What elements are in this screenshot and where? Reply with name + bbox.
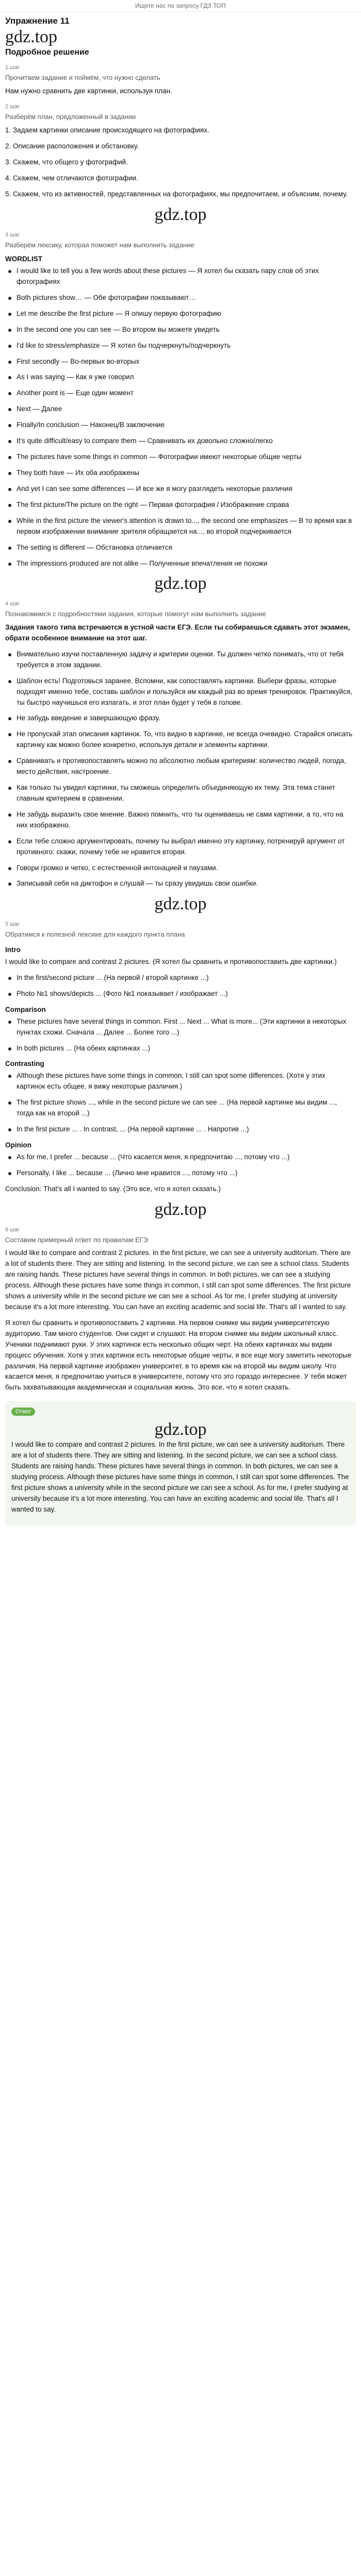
phrase-item: In the first/second picture ... (На первой / второй картинке ...) xyxy=(5,973,356,984)
phrase-item: Personally, I like ... because ... (Лично мне нравится ..., потому что ...) xyxy=(5,1168,356,1179)
tip-item: Как только ты увидел картинки, ты сможешь определить объединяющую их тему. Эта тема станет главным критерием в сравнении. xyxy=(5,783,356,804)
describe-list xyxy=(5,973,356,999)
phrase-item: The first picture shows ..., while in the second picture we can see ... (На первой картинке мы видим ..., тогда как на второй ...) xyxy=(5,1097,356,1119)
tip-item: Если тебе сложно аргументировать, почему ты выбрал именно эту картинку, потренируй аргумент от противного: скажи, почему тебе не нравится вторая. xyxy=(5,836,356,858)
tip-item: Шаблон есть! Подготовься заранее. Вспомни, как сопоставлять картинки. Выбери фразы, которые подходят именно тебе, составь шаблон и пользуйся им каждый раз во время тренировок. Практикуйся, ты быстро научишься его излагать, и этот план будет у тебя в голове. xyxy=(5,676,356,708)
conclusion-text: Conclusion: That's all I wanted to say. (Это все, что я хотел сказать.) xyxy=(5,1184,221,1193)
answer-block xyxy=(5,1401,356,1525)
wordlist-item: They both have — Их оба изображены xyxy=(5,468,356,479)
intro-title: Intro xyxy=(5,945,21,954)
tip-item: Говори громко и четко, с естественной интонацией и паузами. xyxy=(5,863,356,874)
step-intro: Обратимся к полезной лексике для каждого пункта плана xyxy=(5,930,185,939)
tip-item: Внимательно изучи поставленную задачу и критерии оценки. Ты должен четко понимать, что от тебя требуется в этом задании. xyxy=(5,649,356,671)
wordlist-item: Both pictures show… — Обе фотографии показывают… xyxy=(5,293,356,303)
plan-item: 5. Скажем, что из активностей, представленных на фотографиях, мы предпочитаем, и объясним, почему. xyxy=(5,190,348,198)
wordlist-item: Let me describe the first picture — Я опишу первую фотографию xyxy=(5,309,356,319)
phrase-item: In the first picture ... . In contrast, ... (На первой картинке ... . Напротив ...) xyxy=(5,1124,356,1135)
plan-item: 1. Задаем картинки описание происходящего на фотографиях. xyxy=(5,126,209,134)
step-intro: Разберём лексику, которая поможет нам выполнить задание xyxy=(5,241,194,249)
step-intro: Прочитаем задание и поймём, что нужно сделать xyxy=(5,74,160,81)
answer-text: I would like to compare and contrast 2 pictures. In the first picture, we can see a university auditorium. There are a lot of students there. They are sitting and listening. In the second picture, we can see a school class. Students are raising hands. These pictures have several things in common. In both pictures, we can see a studying process. Although these pictures have some things in common, I still can spot some differences. The first picture shows a university while in the second picture we can see a school. As for me, I prefer studying at university because it's a lot more interesting. You can have an exciting academic and social life. That's all I wanted to say. xyxy=(11,1440,349,1513)
opinion-list xyxy=(5,1152,356,1179)
plan-item: 3. Скажем, что общего у фотографий. xyxy=(5,158,128,166)
wordlist-item: In the second one you can see — Во втором вы можете увидеть xyxy=(5,325,356,335)
tip-item: Записывай себя на диктофон и слушай — ты сразу увидишь свои ошибки. xyxy=(5,878,356,889)
sample-answer-en: I would like to compare and contrast 2 pictures. In the first picture, we can see a university auditorium. There are a lot of students there. They are sitting and listening. In the second picture, we can see a school class. Students are raising hands. These pictures have several things in common. In both pictures, we can see a studying process. Although these pictures have some things in common, I still can spot some differences. The first picture shows a university while in the second picture we can see a school. As for me, I prefer studying at university because it's a lot more interesting. You can have an exciting academic and social life. That's all I wanted to say. xyxy=(5,1249,351,1311)
wordlist-item: The setting is different — Обстановка отличается xyxy=(5,543,356,553)
wordlist-item: Finally/In conclusion — Наконец/В заключение xyxy=(5,420,356,431)
contrasting-title: Contrasting xyxy=(5,1060,44,1068)
wordlist-item: Next — Далее xyxy=(5,404,356,415)
step-text: Нам нужно сравнить две картинки, используя план. xyxy=(5,87,172,95)
sample-answer-ru: Я хотел бы сравнить и противопоставить 2 картинки. На первом снимке мы видим университетскую аудиторию. Там много студентов. Они сидят и слушают. На втором снимке мы видим школьный класс. Ученики поднимают руки. У этих картинок есть несколько общих черт. На обеих картинках мы видим процесс обучения. Хотя у этих картинок есть некоторые общие черты, я все еще могу заметить некоторые различия. На первой картинке изображен университет, в то время как на второй мы видим школу. Что касается меня, я предпочитаю учиться в университете, потому что это гораздо интереснее. У тебя может быть захватывающая академическая и социальная жизнь. Это все, что я хотел сказать. xyxy=(5,1318,352,1392)
plan-item: 2. Описание расположения и обстановку. xyxy=(5,142,139,150)
tip-item: Не забудь выразить свое мнение. Важно помнить, что ты оцениваешь не сами картинки, а то, что на них изображено. xyxy=(5,809,356,831)
intro-text: I would like to compare and contrast 2 pictures. (Я хотел бы сравнить и противопоставить две картинки.) xyxy=(5,957,337,965)
answer-tag: Ответ xyxy=(11,1408,35,1416)
wordlist-item: It's quite difficult/easy to compare them — Сравнивать их довольно сложно/легко xyxy=(5,436,356,447)
phrase-item: These pictures have several things in common. First ... Next ... What is more... (Эти картинки в некоторых пунктах схожи. Сначала ... Далее ... Более того ...) xyxy=(5,1016,356,1038)
wordlist-item: I'd like to stress/emphasize — Я хотел бы подчеркнуть/подчеркнуть xyxy=(5,341,356,351)
tip-item: Не пропускай этап описания картинок. То, что видно в картинке, не всегда очевидно. Старайся описать картинку как можно более конкретно, используя детали и элементы картинки. xyxy=(5,729,356,751)
page-subtitle: Подробное решение xyxy=(5,48,89,57)
page-title: Упражнение 11 xyxy=(5,16,70,26)
watermark: gdz.top xyxy=(154,1199,207,1219)
watermark: gdz.top xyxy=(154,894,207,914)
phrase-item: Photo №1 shows/depicts ... (Фото №1 показывает / изображает ...) xyxy=(5,989,356,999)
page-content xyxy=(0,16,361,1526)
opinion-title: Opinion xyxy=(5,1141,31,1149)
step-label: 3 шаг xyxy=(5,231,20,238)
tip-item: Сравнивать и противопоставлять можно по абсолютно любым критериям: количество людей, погода, место действия, настроение. xyxy=(5,756,356,777)
wordlist xyxy=(5,266,356,569)
tip-item: Не забудь введение и завершающую фразу. xyxy=(5,713,356,724)
step-label: 1 шаг xyxy=(5,64,20,71)
step-label: 5 шаг xyxy=(5,921,20,928)
watermark: gdz.top xyxy=(154,1420,207,1439)
step-intro: Разберём план, предложенный в задании xyxy=(5,113,136,121)
wordlist-title: WORDLIST xyxy=(5,255,42,263)
wordlist-item: Another point is — Еще один момент xyxy=(5,388,356,399)
wordlist-item: While in the first picture the viewer's attention is drawn to..., the second one emphasizes — В то время как в первом изображении внимание зрителя обращается на..., во второй подчеркивается xyxy=(5,516,356,537)
phrase-item: Although these pictures have some things in common, I still can spot some differences. (Хотя у этих картинок есть общее, я вижу некоторые различия.) xyxy=(5,1071,356,1092)
step-label: 4 шаг xyxy=(5,601,20,607)
step-intro: Составим примерный ответ по правилам ЕГЭ xyxy=(5,1235,149,1244)
tips-list xyxy=(5,649,356,890)
step-lead: Задания такого типа встречаются в устной части ЕГЭ. Если ты собираешься сдавать этот экзамен, обрати особенное внимание на этот шаг. xyxy=(5,623,350,642)
wordlist-item: The pictures have some things in common — Фотографии имеют некоторые общие черты xyxy=(5,452,356,463)
top-banner-link[interactable]: Ищете нас по запросу ГДЗ ТОП xyxy=(135,2,226,9)
wordlist-item: The impressions produced are not alike — Полученные впечатления не похожи xyxy=(5,558,356,569)
wordlist-item: First secondly — Во-первых во-вторых xyxy=(5,357,356,367)
step-intro: Познакомимся с подробностями задания, которые помогут нам выполнить задание xyxy=(5,610,266,618)
contrasting-list xyxy=(5,1071,356,1135)
watermark: gdz.top xyxy=(5,27,58,46)
watermark: gdz.top xyxy=(154,205,207,224)
wordlist-item: The first picture/The picture on the right — Первая фотография / Изображение справа xyxy=(5,500,356,511)
plan-item: 4. Скажем, чем отличаются фотографии. xyxy=(5,174,138,182)
wordlist-item: And yet I can see some differences — И все же я могу разглядеть некоторые различия xyxy=(5,484,356,495)
wordlist-item: I would like to tell you a few words about these pictures — Я хотел бы сказать пару слов об этих фотографиях xyxy=(5,266,356,287)
step-label: 2 шаг xyxy=(5,104,20,110)
watermark: gdz.top xyxy=(154,574,207,594)
step-label: 6 шаг xyxy=(5,1226,20,1233)
phrase-item: In both pictures ... (На обеих картинках ...) xyxy=(5,1043,356,1054)
top-banner xyxy=(0,0,361,12)
comparison-title: Comparison xyxy=(5,1005,46,1013)
phrase-item: As for me, I prefer ... because ... (Что касается меня, я предпочитаю ..., потому что ...) xyxy=(5,1152,356,1163)
comparison-list xyxy=(5,1016,356,1054)
wordlist-item: As I was saying — Как я уже говорил xyxy=(5,372,356,383)
